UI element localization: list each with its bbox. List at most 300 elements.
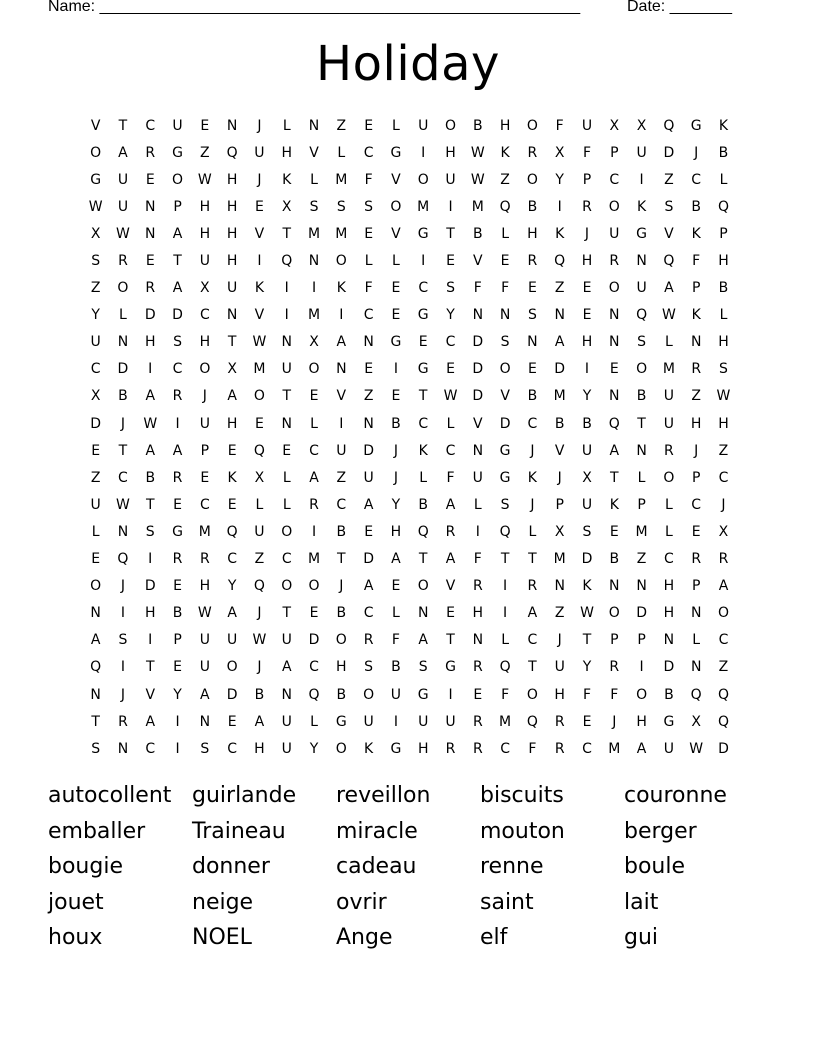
grid-letter: R	[527, 253, 538, 270]
grid-letter: M	[553, 388, 566, 405]
grid-letter: R	[199, 551, 210, 568]
word-list-item: NOEL	[192, 925, 252, 951]
grid-letter: J	[530, 496, 535, 513]
grid-letter: C	[418, 280, 429, 297]
word-list-item: emballer	[48, 818, 146, 844]
grid-letter: M	[307, 225, 321, 242]
grid-letter: D	[308, 632, 320, 649]
grid-letter: B	[336, 605, 347, 622]
grid-letter: K	[336, 280, 346, 297]
grid-letter: E	[255, 198, 264, 215]
grid-letter: J	[120, 686, 126, 703]
grid-letter: L	[392, 605, 400, 622]
grid-letter: B	[254, 686, 265, 703]
grid-letter: Z	[336, 469, 347, 486]
grid-letter: U	[363, 713, 374, 730]
grid-letter: N	[663, 632, 675, 649]
grid-letter: K	[582, 578, 592, 595]
grid-letter: P	[555, 496, 564, 513]
grid-letter: A	[118, 144, 128, 161]
grid-letter: L	[91, 523, 100, 540]
grid-letter: D	[117, 361, 129, 378]
grid-letter: L	[473, 496, 482, 513]
grid-letter: N	[554, 307, 565, 324]
grid-letter: R	[582, 198, 592, 215]
grid-letter: O	[281, 578, 293, 595]
grid-letter: G	[417, 225, 429, 242]
grid-letter: R	[527, 144, 538, 161]
grid-row	[82, 139, 738, 166]
grid-letter: L	[282, 117, 291, 134]
grid-letter: Y	[309, 740, 319, 757]
grid-letter: D	[472, 334, 484, 351]
grid-letter: I	[448, 198, 453, 215]
grid-letter: B	[391, 415, 401, 432]
grid-letter: D	[90, 415, 102, 432]
grid-row	[82, 627, 738, 654]
grid-letter: W	[197, 605, 212, 622]
grid-letter: M	[662, 361, 675, 378]
grid-letter: H	[199, 578, 211, 595]
grid-letter: Q	[281, 253, 293, 270]
grid-letter: E	[173, 578, 182, 595]
grid-letter: U	[445, 171, 456, 188]
grid-letter: S	[118, 632, 128, 649]
grid-letter: X	[200, 280, 210, 297]
grid-letter: U	[117, 171, 129, 188]
grid-letter: Q	[690, 686, 702, 703]
grid-letter: D	[636, 605, 647, 622]
grid-letter: O	[199, 361, 211, 378]
grid-letter: I	[393, 713, 398, 730]
grid-letter: U	[336, 442, 347, 459]
worksheet-header	[48, 0, 740, 20]
grid-letter: U	[472, 469, 483, 486]
grid-letter: S	[364, 659, 374, 676]
grid-letter: J	[721, 496, 726, 513]
grid-letter: Q	[253, 578, 265, 595]
grid-letter: O	[444, 117, 457, 134]
grid-letter: O	[636, 361, 648, 378]
grid-row	[82, 491, 738, 518]
grid-letter: H	[718, 334, 729, 351]
grid-letter: E	[145, 171, 155, 188]
grid-letter: G	[445, 659, 456, 676]
grid-letter: Y	[582, 659, 592, 676]
grid-letter: O	[608, 280, 620, 297]
grid-letter: L	[637, 469, 646, 486]
grid-letter: U	[554, 659, 565, 676]
grid-letter: M	[198, 523, 211, 540]
grid-letter: Q	[717, 686, 729, 703]
grid-letter: X	[309, 334, 319, 351]
grid-letter: O	[417, 171, 429, 188]
grid-letter: Q	[308, 686, 320, 703]
grid-row	[82, 518, 738, 545]
grid-letter: E	[391, 388, 401, 405]
grid-letter: C	[363, 307, 374, 324]
grid-letter: H	[254, 740, 265, 757]
grid-letter: E	[91, 442, 101, 459]
grid-letter: Q	[608, 415, 620, 432]
grid-letter: C	[118, 469, 128, 486]
grid-letter: K	[500, 144, 510, 161]
grid-letter: Q	[717, 713, 729, 730]
grid-letter: X	[227, 361, 237, 378]
grid-letter: D	[363, 442, 374, 459]
grid-letter: N	[472, 632, 484, 649]
grid-letter: H	[144, 334, 156, 351]
grid-letter: U	[281, 632, 292, 649]
grid-letter: O	[90, 578, 102, 595]
grid-letter: E	[527, 361, 537, 378]
grid-letter: R	[527, 578, 538, 595]
grid-letter: K	[254, 280, 265, 297]
grid-letter: F	[364, 280, 373, 297]
word-list-item: boule	[624, 854, 686, 880]
grid-letter: O	[636, 686, 648, 703]
grid-letter: I	[311, 523, 317, 540]
grid-letter: O	[363, 686, 375, 703]
grid-letter: H	[554, 686, 565, 703]
grid-letter: K	[609, 496, 619, 513]
grid-letter: B	[691, 198, 701, 215]
grid-letter: G	[390, 740, 402, 757]
grid-letter: Q	[417, 523, 429, 540]
grid-letter: D	[581, 551, 593, 568]
grid-letter: N	[199, 713, 211, 730]
grid-letter: H	[199, 334, 211, 351]
grid-letter: C	[336, 496, 347, 513]
grid-letter: L	[719, 307, 728, 324]
grid-letter: Q	[554, 253, 566, 270]
grid-letter: U	[172, 117, 183, 134]
grid-letter: B	[473, 117, 483, 134]
grid-letter: T	[528, 551, 537, 568]
grid-row	[82, 166, 738, 193]
grid-letter: R	[118, 713, 128, 730]
grid-letter: W	[252, 334, 267, 351]
grid-letter: J	[694, 442, 699, 459]
grid-letter: E	[527, 280, 537, 297]
word-list-item: lait	[624, 889, 659, 915]
grid-letter: H	[499, 117, 511, 134]
word-list-item: autocollent	[48, 783, 172, 808]
grid-letter: T	[118, 442, 128, 459]
name-field-label: Name: ______________________________________________________	[48, 0, 581, 15]
grid-letter: V	[309, 144, 319, 161]
grid-letter: W	[88, 198, 103, 215]
grid-letter: B	[473, 225, 483, 242]
grid-letter: Z	[363, 388, 374, 405]
grid-letter: J	[202, 388, 207, 405]
grid-letter: Q	[499, 198, 511, 215]
grid-letter: F	[501, 686, 510, 703]
grid-letter: V	[445, 578, 456, 595]
grid-letter: N	[281, 334, 292, 351]
grid-letter: D	[718, 740, 729, 757]
grid-letter: Y	[446, 307, 455, 324]
grid-letter: N	[690, 605, 702, 622]
grid-letter: L	[664, 496, 673, 513]
grid-letter: C	[445, 442, 456, 459]
grid-letter: O	[226, 659, 238, 676]
grid-letter: Q	[226, 523, 238, 540]
grid-letter: R	[664, 442, 674, 459]
grid-letter: V	[254, 307, 265, 324]
word-list-item: neige	[192, 889, 254, 915]
grid-letter: S	[719, 361, 728, 378]
grid-letter: T	[446, 632, 455, 649]
grid-letter: S	[446, 280, 455, 297]
grid-letter: V	[90, 117, 101, 134]
grid-row	[82, 356, 738, 383]
grid-letter: U	[418, 713, 429, 730]
grid-letter: U	[418, 117, 429, 134]
grid-letter: S	[637, 334, 647, 351]
grid-letter: Q	[253, 442, 265, 459]
grid-letter: J	[694, 144, 699, 161]
grid-letter: R	[445, 740, 456, 757]
grid-letter: E	[173, 496, 182, 513]
grid-letter: Z	[554, 605, 565, 622]
page-title: Holiday	[316, 36, 500, 92]
grid-letter: N	[281, 415, 292, 432]
grid-letter: U	[199, 632, 210, 649]
grid-letter: C	[199, 307, 210, 324]
grid-letter: L	[392, 253, 400, 270]
grid-letter: T	[282, 605, 291, 622]
grid-letter: E	[364, 523, 374, 540]
grid-letter: T	[282, 388, 291, 405]
word-list-item: biscuits	[480, 783, 564, 808]
grid-letter: H	[199, 198, 211, 215]
grid-letter: Z	[636, 551, 647, 568]
grid-letter: W	[116, 496, 130, 513]
grid-letter: S	[500, 334, 510, 351]
grid-letter: G	[390, 144, 402, 161]
grid-letter: V	[391, 225, 401, 242]
grid-letter: E	[227, 442, 237, 459]
grid-letter: S	[309, 198, 319, 215]
grid-letter: I	[475, 523, 480, 540]
grid-letter: C	[281, 551, 292, 568]
grid-letter: E	[145, 253, 155, 270]
word-list-item: guirlande	[192, 783, 297, 808]
grid-letter: E	[500, 253, 510, 270]
grid-letter: I	[284, 307, 289, 324]
grid-letter: G	[172, 523, 183, 540]
grid-letter: A	[664, 280, 674, 297]
grid-letter: A	[309, 469, 319, 486]
grid-letter: D	[472, 388, 484, 405]
grid-letter: I	[339, 307, 344, 324]
grid-letter: V	[664, 225, 674, 242]
grid-letter: R	[172, 469, 183, 486]
grid-letter: E	[200, 117, 210, 134]
grid-letter: Q	[663, 253, 675, 270]
grid-letter: G	[335, 713, 347, 730]
grid-letter: E	[691, 523, 701, 540]
grid-letter: M	[307, 307, 321, 324]
grid-letter: N	[145, 198, 156, 215]
grid-letter: B	[636, 388, 647, 405]
grid-letter: J	[584, 225, 590, 242]
grid-letter: T	[637, 415, 646, 432]
grid-letter: G	[417, 361, 429, 378]
grid-letter: Z	[200, 144, 210, 161]
grid-letter: X	[691, 713, 701, 730]
grid-row	[82, 410, 738, 437]
grid-letter: Z	[500, 171, 510, 188]
grid-row	[82, 193, 738, 220]
grid-letter: Z	[664, 171, 674, 188]
grid-letter: I	[421, 144, 426, 161]
grid-letter: H	[226, 253, 238, 270]
grid-letter: W	[252, 632, 267, 649]
grid-letter: L	[392, 117, 400, 134]
grid-letter: H	[226, 171, 238, 188]
grid-letter: O	[717, 605, 729, 622]
grid-letter: C	[718, 632, 729, 649]
word-list-item: donner	[192, 854, 270, 880]
grid-letter: A	[145, 713, 156, 730]
grid-letter: I	[393, 361, 398, 378]
grid-letter: C	[663, 551, 674, 568]
grid-letter: M	[417, 198, 430, 215]
grid-letter: C	[609, 171, 620, 188]
grid-letter: I	[148, 361, 153, 378]
grid-letter: Y	[173, 686, 182, 703]
grid-letter: O	[390, 198, 402, 215]
grid-letter: C	[500, 740, 510, 757]
grid-letter: V	[336, 388, 347, 405]
grid-letter: D	[172, 307, 183, 324]
grid-letter: K	[227, 469, 237, 486]
grid-letter: A	[281, 659, 292, 676]
grid-letter: Q	[226, 144, 238, 161]
date-field-label: Date: _______	[627, 0, 732, 15]
grid-row	[82, 112, 738, 139]
grid-letter: U	[90, 496, 101, 513]
grid-letter: D	[472, 361, 484, 378]
grid-letter: M	[335, 171, 348, 188]
grid-letter: T	[227, 334, 237, 351]
grid-letter: P	[173, 632, 182, 649]
grid-letter: E	[473, 686, 483, 703]
grid-letter: C	[199, 496, 210, 513]
grid-letter: S	[200, 740, 210, 757]
grid-letter: J	[257, 659, 262, 676]
grid-letter: U	[117, 198, 129, 215]
grid-letter: U	[663, 740, 674, 757]
grid-letter: H	[663, 605, 675, 622]
grid-letter: S	[336, 198, 346, 215]
grid-letter: E	[446, 361, 455, 378]
grid-letter: L	[664, 523, 673, 540]
grid-letter: N	[308, 253, 320, 270]
grid-letter: U	[199, 253, 210, 270]
grid-letter: K	[636, 198, 647, 215]
grid-letter: M	[471, 198, 484, 215]
grid-row	[82, 329, 738, 356]
grid-letter: A	[145, 388, 156, 405]
grid-letter: H	[336, 659, 347, 676]
grid-letter: X	[554, 523, 565, 540]
grid-letter: Q	[90, 659, 102, 676]
grid-letter: Z	[254, 551, 265, 568]
grid-letter: J	[257, 117, 262, 134]
grid-letter: W	[443, 388, 458, 405]
grid-letter: O	[335, 740, 347, 757]
grid-row	[82, 275, 738, 302]
grid-letter: C	[418, 415, 429, 432]
grid-letter: D	[144, 578, 156, 595]
grid-letter: P	[173, 198, 182, 215]
grid-letter: U	[363, 469, 374, 486]
grid-letter: H	[199, 225, 211, 242]
grid-letter: X	[90, 225, 101, 242]
grid-letter: N	[527, 334, 538, 351]
grid-letter: U	[281, 361, 292, 378]
grid-letter: A	[418, 632, 428, 649]
grid-letter: B	[391, 659, 401, 676]
grid-letter: C	[527, 632, 538, 649]
grid-letter: V	[473, 253, 483, 270]
grid-letter: N	[117, 740, 129, 757]
grid-letter: B	[554, 415, 565, 432]
grid-letter: D	[499, 415, 511, 432]
grid-letter: I	[175, 713, 180, 730]
grid-letter: Y	[227, 578, 237, 595]
grid-letter: A	[718, 578, 729, 595]
grid-letter: T	[145, 659, 155, 676]
grid-letter: C	[227, 551, 238, 568]
grid-letter: F	[473, 280, 482, 297]
grid-row	[82, 654, 738, 681]
grid-letter: E	[446, 253, 455, 270]
grid-letter: F	[446, 469, 455, 486]
grid-letter: N	[117, 523, 129, 540]
grid-letter: H	[718, 253, 729, 270]
grid-row	[82, 437, 738, 464]
grid-letter: S	[364, 198, 374, 215]
grid-letter: C	[527, 415, 538, 432]
grid-letter: O	[281, 523, 293, 540]
grid-letter: U	[636, 280, 647, 297]
grid-letter: E	[282, 442, 292, 459]
grid-letter: Z	[90, 280, 101, 297]
grid-letter: S	[664, 198, 674, 215]
grid-letter: N	[226, 307, 238, 324]
grid-letter: Q	[499, 659, 511, 676]
grid-letter: E	[582, 713, 592, 730]
grid-letter: L	[310, 171, 318, 188]
grid-letter: L	[664, 334, 673, 351]
grid-letter: I	[339, 415, 344, 432]
grid-letter: I	[175, 415, 180, 432]
grid-letter: C	[309, 659, 319, 676]
grid-letter: Q	[526, 713, 538, 730]
grid-letter: L	[310, 713, 318, 730]
grid-letter: B	[145, 469, 156, 486]
grid-letter: A	[391, 551, 401, 568]
grid-letter: L	[719, 171, 728, 188]
grid-letter: H	[636, 713, 647, 730]
grid-letter: J	[612, 713, 617, 730]
grid-letter: A	[227, 605, 237, 622]
grid-letter: W	[689, 740, 704, 757]
